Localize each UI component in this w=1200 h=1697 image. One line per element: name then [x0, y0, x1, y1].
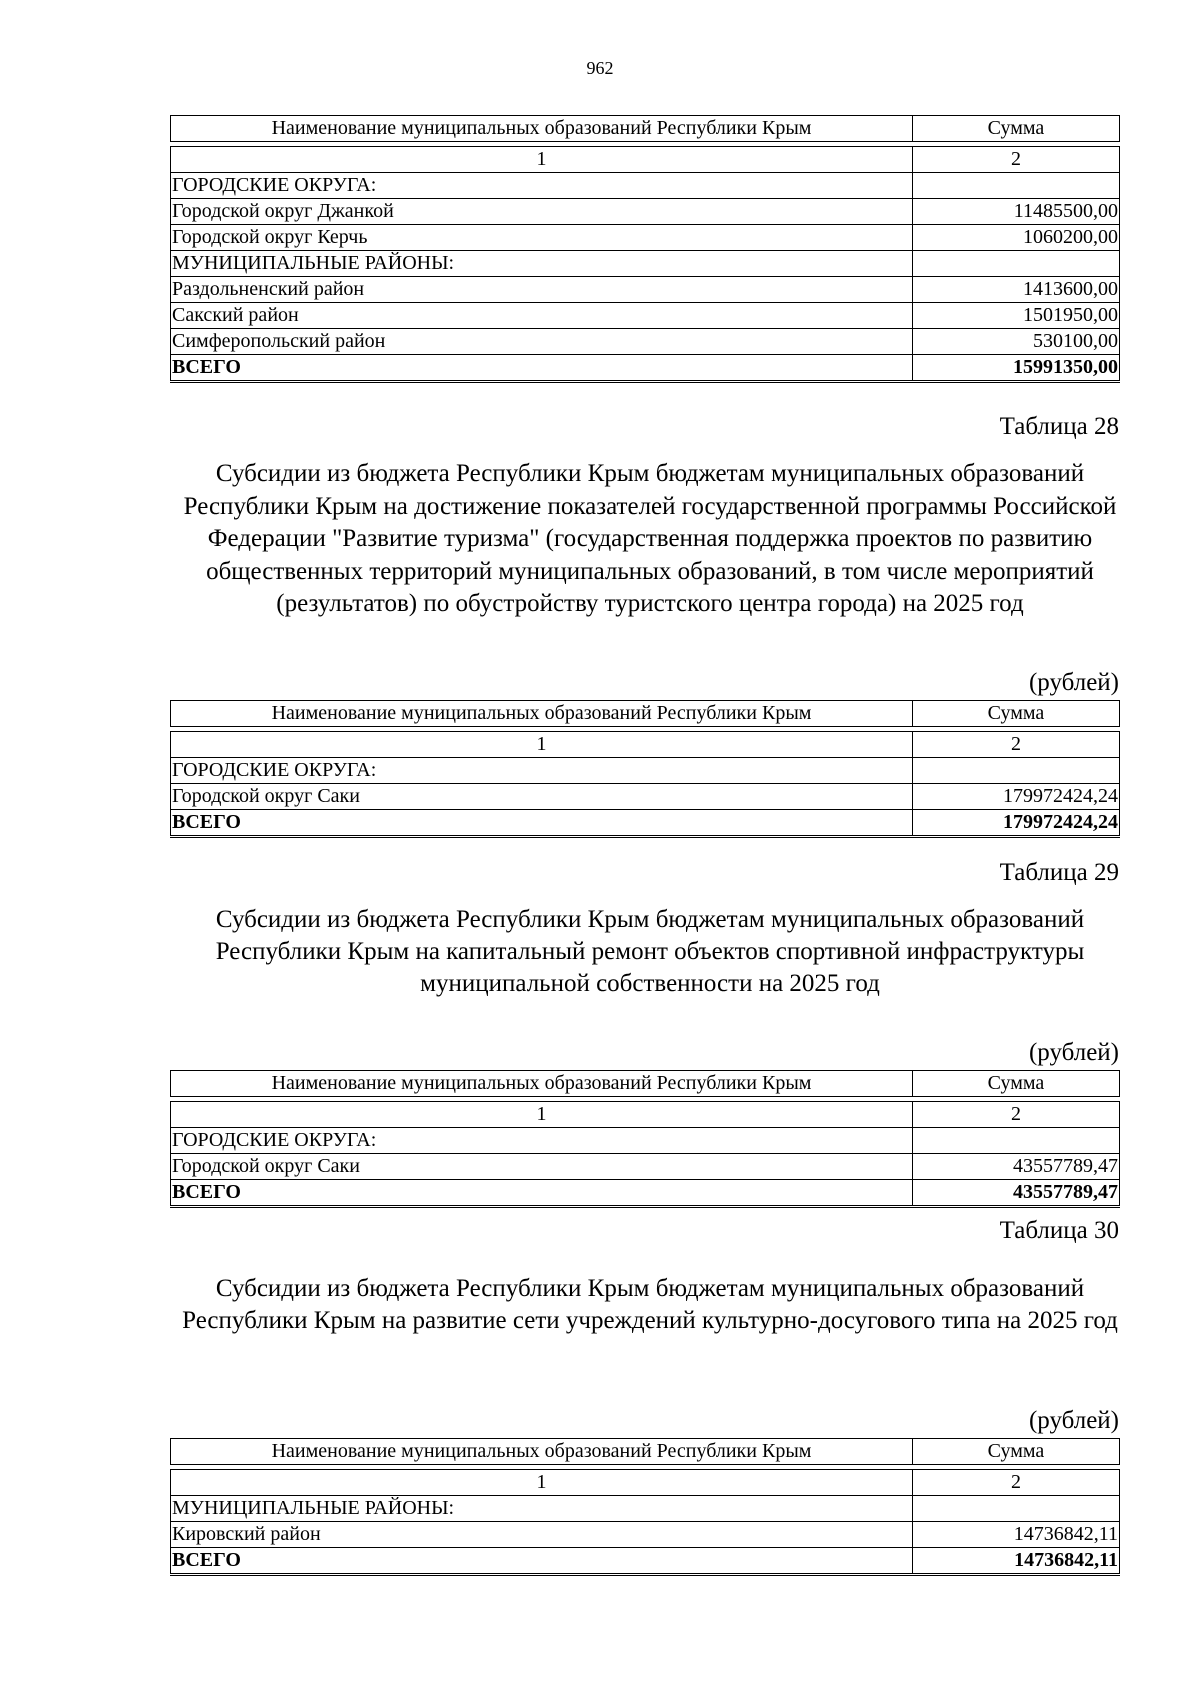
table-27	[170, 115, 1119, 383]
row-name: Раздольненский район	[171, 277, 913, 303]
row-name: Городской округ Саки	[171, 784, 913, 810]
column-number: 2	[913, 732, 1120, 758]
header-row	[171, 1071, 1120, 1097]
row-name: Городской округ Керчь	[171, 225, 913, 251]
data-table	[170, 1070, 1120, 1208]
column-header-name: Наименование муниципальных образований Республики Крым	[171, 116, 913, 142]
table-heading: Субсидии из бюджета Республики Крым бюджетам муниципальных образований Республики Крым на достижение показателей государственной программы Российской Федерации "Развитие туризма" (государственная поддержка проектов по развитию общественных территорий муниципальных образований, в том числе мероприятий (результатов) по обустройству туристского центра города) на 2025 год	[183, 460, 1117, 617]
page-number: 962	[586, 58, 614, 78]
column-number: 1	[171, 1102, 913, 1128]
column-number-row	[171, 1470, 1120, 1496]
column-header-sum: Сумма	[913, 1071, 1120, 1097]
table-row	[171, 1522, 1120, 1548]
row-value	[913, 173, 1120, 199]
table-row	[171, 758, 1120, 784]
table-30	[170, 1438, 1119, 1576]
table-row	[171, 277, 1120, 303]
header-row	[171, 701, 1120, 727]
header-row	[171, 1439, 1120, 1465]
total-label: ВСЕГО	[171, 1180, 913, 1207]
column-number: 2	[913, 1102, 1120, 1128]
table-heading: Субсидии из бюджета Республики Крым бюджетам муниципальных образований Республики Крым на развитие сети учреждений культурно-досугового типа на 2025 год	[182, 1275, 1118, 1334]
table-caption: Таблица 29	[999, 859, 1119, 886]
total-row	[171, 355, 1120, 382]
row-name: Городской округ Саки	[171, 1154, 913, 1180]
total-label: ВСЕГО	[171, 355, 913, 382]
table-row	[171, 251, 1120, 277]
table-29	[170, 1070, 1119, 1208]
table-28	[170, 700, 1119, 838]
header-row	[171, 116, 1120, 142]
table-row	[171, 303, 1120, 329]
table-caption: Таблица 30	[999, 1217, 1119, 1244]
column-header-sum: Сумма	[913, 1439, 1120, 1465]
column-number: 2	[913, 147, 1120, 173]
column-number: 1	[171, 147, 913, 173]
row-value: 11485500,00	[913, 199, 1120, 225]
total-value: 43557789,47	[913, 1180, 1120, 1207]
row-value: 179972424,24	[913, 784, 1120, 810]
row-name: ГОРОДСКИЕ ОКРУГА:	[171, 1128, 913, 1154]
total-row	[171, 810, 1120, 837]
table-row	[171, 1496, 1120, 1522]
column-number: 1	[171, 1470, 913, 1496]
row-name: Кировский район	[171, 1522, 913, 1548]
row-name: ГОРОДСКИЕ ОКРУГА:	[171, 173, 913, 199]
units-label: (рублей)	[1028, 1407, 1119, 1434]
column-number-row	[171, 147, 1120, 173]
column-header-sum: Сумма	[913, 116, 1120, 142]
row-value	[913, 251, 1120, 277]
row-name: Симферопольский район	[171, 329, 913, 355]
column-header-name: Наименование муниципальных образований Республики Крым	[171, 1439, 913, 1465]
row-value	[913, 1128, 1120, 1154]
column-header-name: Наименование муниципальных образований Республики Крым	[171, 1071, 913, 1097]
row-value: 14736842,11	[913, 1522, 1120, 1548]
table-heading: Субсидии из бюджета Республики Крым бюджетам муниципальных образований Республики Крым на капитальный ремонт объектов спортивной инфраструктуры муниципальной собственности на 2025 год	[215, 906, 1085, 997]
units-label: (рублей)	[1028, 669, 1119, 696]
row-name: Сакский район	[171, 303, 913, 329]
table-row	[171, 784, 1120, 810]
total-value: 15991350,00	[913, 355, 1120, 382]
table-row	[171, 1154, 1120, 1180]
table-row	[171, 199, 1120, 225]
total-label: ВСЕГО	[171, 1548, 913, 1575]
total-value: 179972424,24	[913, 810, 1120, 837]
row-value: 43557789,47	[913, 1154, 1120, 1180]
row-value	[913, 1496, 1120, 1522]
table-row	[171, 225, 1120, 251]
units-label: (рублей)	[1028, 1039, 1119, 1066]
column-number-row	[171, 1102, 1120, 1128]
data-table	[170, 115, 1120, 383]
column-number-row	[171, 732, 1120, 758]
column-header-sum: Сумма	[913, 701, 1120, 727]
total-row	[171, 1548, 1120, 1575]
table-caption: Таблица 28	[999, 413, 1119, 440]
row-value: 1060200,00	[913, 225, 1120, 251]
table-row	[171, 173, 1120, 199]
row-value: 1413600,00	[913, 277, 1120, 303]
data-table	[170, 1438, 1120, 1576]
table-row	[171, 1128, 1120, 1154]
column-number: 2	[913, 1470, 1120, 1496]
row-name: МУНИЦИПАЛЬНЫЕ РАЙОНЫ:	[171, 251, 913, 277]
column-number: 1	[171, 732, 913, 758]
total-value: 14736842,11	[913, 1548, 1120, 1575]
total-label: ВСЕГО	[171, 810, 913, 837]
row-value: 530100,00	[913, 329, 1120, 355]
row-name: Городской округ Джанкой	[171, 199, 913, 225]
row-name: ГОРОДСКИЕ ОКРУГА:	[171, 758, 913, 784]
table-row	[171, 329, 1120, 355]
row-name: МУНИЦИПАЛЬНЫЕ РАЙОНЫ:	[171, 1496, 913, 1522]
row-value	[913, 758, 1120, 784]
column-header-name: Наименование муниципальных образований Республики Крым	[171, 701, 913, 727]
total-row	[171, 1180, 1120, 1207]
row-value: 1501950,00	[913, 303, 1120, 329]
data-table	[170, 700, 1120, 838]
